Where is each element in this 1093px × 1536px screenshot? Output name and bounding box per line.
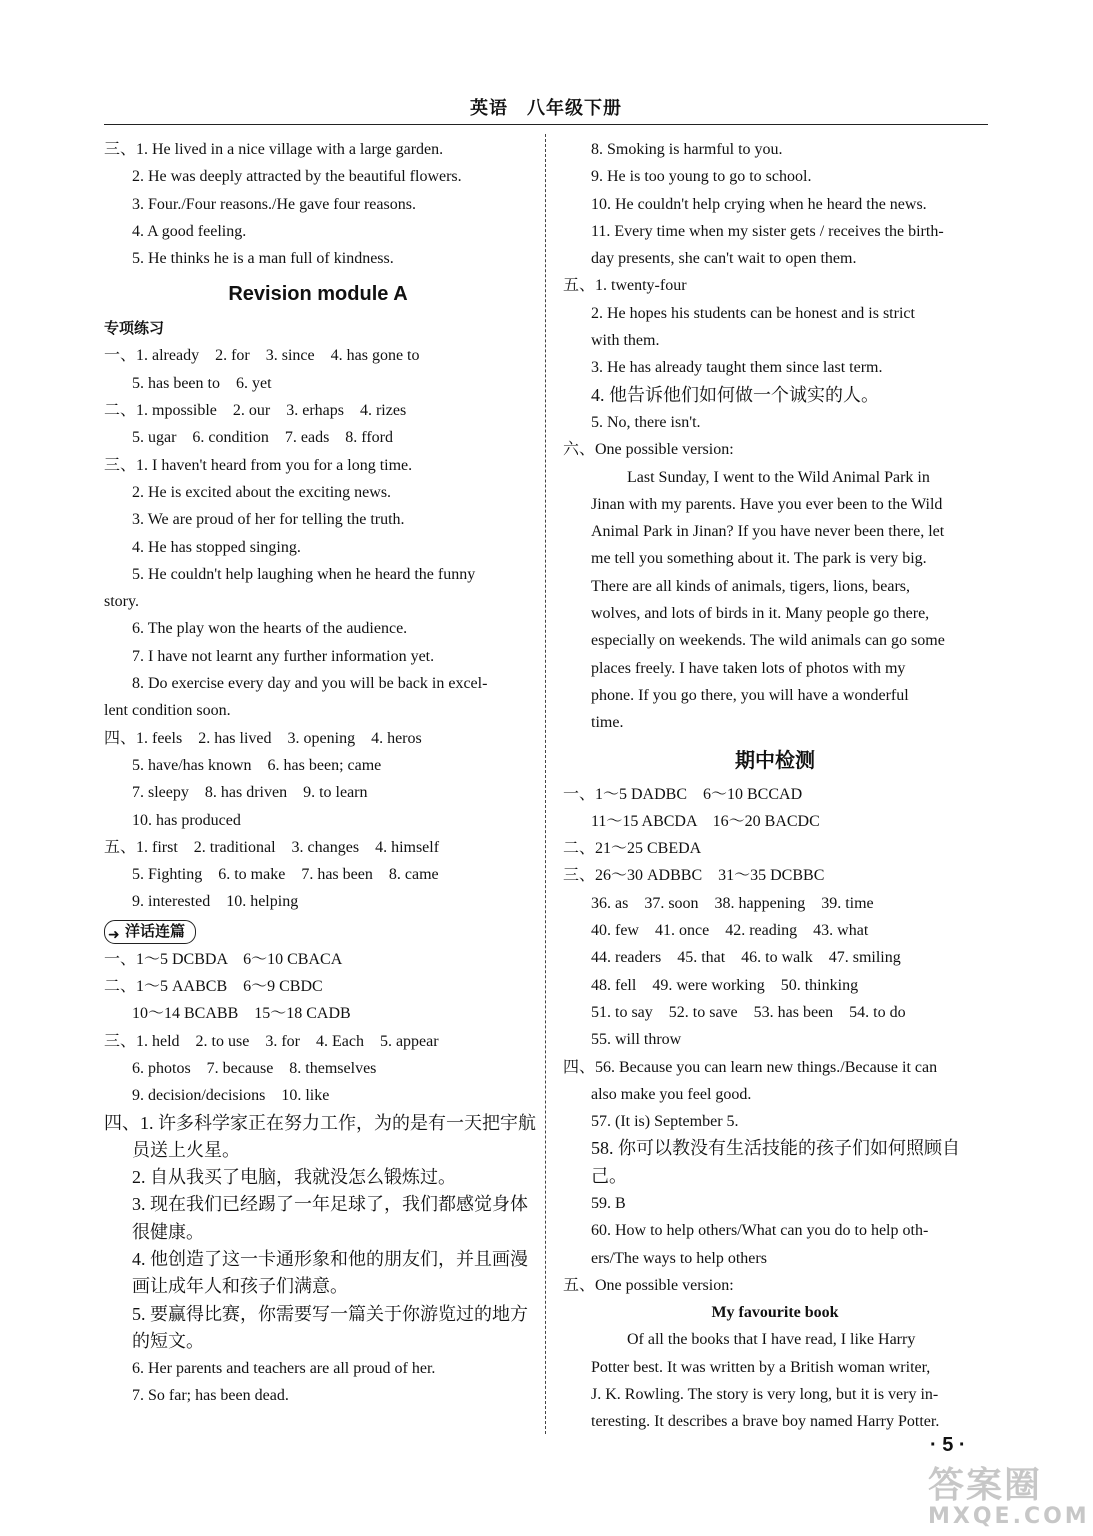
left-column	[104, 136, 536, 1410]
answer-line: 44. readers 45. that 46. to walk 47. smiling	[591, 949, 901, 967]
answer-line: 画让成年人和孩子们满意。	[132, 1276, 348, 1297]
watermark-bottom: MXQE.COM	[928, 1504, 1090, 1529]
watermark-top: 答案圈	[928, 1465, 1043, 1506]
answer-line: 二、1. mpossible 2. our 3. erhaps 4. rizes	[104, 402, 407, 420]
answer-line: 9. decision/decisions 10. like	[132, 1087, 330, 1105]
page-number: · 5 ·	[930, 1434, 966, 1456]
section-title-revision-a: Revision module A	[228, 283, 408, 306]
answer-line: 一、1. already 2. for 3. since 4. has gone to	[104, 347, 420, 365]
essay-line: Animal Park in Jinan? If you have never been there, let	[591, 523, 945, 541]
answer-line: 一、1～5 DADBC 6～10 BCCAD	[563, 785, 803, 803]
answer-line: 3. We are proud of her for telling the truth.	[132, 511, 405, 529]
answer-line: story.	[104, 593, 139, 611]
banner-label: 洋话连篇	[125, 922, 186, 940]
answer-line: 5. He thinks he is a man full of kindness.	[132, 250, 394, 268]
answer-line: 36. as 37. soon 38. happening 39. time	[591, 894, 874, 912]
answer-line: 60. How to help others/What can you do to help oth-	[591, 1222, 929, 1240]
answer-line: 11～15 ABCDA 16～20 BACDC	[591, 812, 820, 830]
answer-line: 四、56. Because you can learn new things./Because it can	[563, 1058, 938, 1076]
essay-line: time.	[591, 714, 624, 732]
answer-line: 4. A good feeling.	[132, 222, 247, 240]
answer-line: 51. to say 52. to save 53. has been 54. to do	[591, 1003, 906, 1021]
answer-line: lent condition soon.	[104, 702, 231, 720]
answer-line: 3. He has already taught them since last term.	[591, 359, 883, 377]
answer-line: 48. fell 49. were working 50. thinking	[591, 976, 859, 994]
left-answers-mid	[104, 342, 532, 915]
answer-line: 2. 自从我买了电脑，我就没怎么锻炼过。	[132, 1167, 456, 1188]
answer-line: 59. B	[591, 1194, 626, 1212]
answer-line: 5. Fighting 6. to make 7. has been 8. came	[132, 866, 439, 884]
answer-line: 10. has produced	[132, 811, 241, 829]
answer-line: 5. ugar 6. condition 7. eads 8. fford	[132, 429, 393, 447]
essay-line: Jinan with my parents. Have you ever been to the Wild	[591, 495, 943, 513]
banner-wrap	[104, 916, 532, 946]
answer-line: 己。	[591, 1165, 627, 1186]
answer-line: 五、1. twenty-four	[563, 277, 687, 295]
answer-line: 2. He was deeply attracted by the beautiful flowers.	[132, 168, 462, 186]
answer-line: 58. 你可以教没有生活技能的孩子们如何照顾自	[591, 1138, 960, 1159]
answer-line: 8. Smoking is harmful to you.	[591, 141, 783, 158]
answer-line: 三、26～30 ADBBC 31～35 DCBBC	[563, 867, 825, 885]
answer-line: 40. few 41. once 42. reading 43. what	[591, 922, 869, 940]
right-column	[563, 136, 987, 1436]
right-answers-mid	[563, 781, 987, 1300]
page-header	[104, 94, 988, 125]
answer-line: 5. has been to 6. yet	[132, 374, 272, 392]
essay-favourite-book	[563, 1326, 987, 1435]
answer-line: 三、1. held 2. to use 3. for 4. Each 5. appear	[104, 1032, 439, 1050]
answer-line: 7. sleepy 8. has driven 9. to learn	[132, 784, 368, 802]
answer-line: 6. Her parents and teachers are all proud of her.	[132, 1360, 436, 1378]
essay-line: teresting. It describes a brave boy named Harry Potter.	[591, 1413, 940, 1431]
answer-line: 11. Every time when my sister gets / receives the birth-	[591, 222, 944, 240]
answer-line: 2. He hopes his students can be honest and is strict	[591, 304, 915, 322]
answer-line: 五、1. first 2. traditional 3. changes 4. himself	[104, 838, 440, 856]
answer-line: 7. I have not learnt any further information yet.	[132, 647, 435, 665]
column-divider	[545, 134, 546, 1434]
right-answers-top	[563, 136, 987, 464]
answer-line: 6. The play won the hearts of the audience.	[132, 620, 408, 638]
essay-line: Potter best. It was written by a British woman writer,	[591, 1358, 931, 1376]
subsection-title: 专项练习	[104, 320, 165, 338]
answer-line: 五、One possible version:	[563, 1276, 734, 1294]
essay-line: wolves, and lots of birds in it. Many people go there,	[591, 605, 930, 623]
essay-line: phone. If you go there, you will have a wonderful	[591, 686, 909, 704]
answer-line: 5. have/has known 6. has been; came	[132, 756, 382, 774]
answer-line: 4. 他告诉他们如何做一个诚实的人。	[591, 384, 879, 405]
answer-line: also make you feel good.	[591, 1085, 752, 1103]
answer-line: day presents, she can't wait to open them.	[591, 250, 857, 268]
section-banner	[104, 920, 196, 944]
answer-line: 57. (It is) September 5.	[591, 1113, 739, 1131]
answer-line: 四、1. 许多科学家正在努力工作，为的是有一天把宇航	[104, 1112, 536, 1133]
essay-line: Of all the books that I have read, I like Harry	[627, 1331, 916, 1349]
answer-line: 2. He is excited about the exciting news.	[132, 483, 392, 501]
essay-line: me tell you something about it. The park is very big.	[591, 550, 927, 568]
answer-line: 六、One possible version:	[563, 441, 734, 459]
answer-line: 10. He couldn't help crying when he heard the news.	[591, 195, 927, 213]
section-title-midterm: 期中检测	[735, 749, 815, 772]
answer-line: 8. Do exercise every day and you will be back in excel-	[132, 675, 488, 693]
answer-line: 的短文。	[132, 1330, 204, 1351]
answer-line: 5. No, there isn't.	[591, 413, 701, 431]
essay-line: especially on weekends. The wild animals can go some	[591, 632, 945, 650]
answer-line: 四、1. feels 2. has lived 3. opening 4. heros	[104, 729, 422, 747]
answer-line: 二、21～25 CBEDA	[563, 840, 702, 858]
answer-line: 4. 他创造了这一卡通形象和他的朋友们，并且画漫	[132, 1248, 528, 1269]
left-answers-bottom	[104, 946, 536, 1410]
answer-line: with them.	[591, 332, 660, 350]
answer-line: 6. photos 7. because 8. themselves	[132, 1059, 377, 1077]
essay-wild-animal-park	[563, 464, 987, 737]
answer-line: 3. Four./Four reasons./He gave four reasons.	[132, 195, 416, 213]
answer-line: 5. 要赢得比赛，你需要写一篇关于你游览过的地方	[132, 1303, 528, 1324]
answer-line: 9. interested 10. helping	[132, 893, 299, 911]
essay-line: J. K. Rowling. The story is very long, but it is very in-	[591, 1386, 939, 1404]
watermark-logo	[928, 1465, 1090, 1529]
left-answers-top	[104, 136, 532, 272]
essay-title: My favourite book	[711, 1304, 839, 1322]
answer-line: 员送上火星。	[132, 1139, 240, 1160]
essay-line: places freely. I have taken lots of photos with my	[591, 659, 906, 677]
header-title: 英语 八年级下册	[470, 98, 622, 118]
answer-line: 10～14 BCABB 15～18 CADB	[132, 1005, 351, 1023]
answer-line: 7. So far; has been dead.	[132, 1387, 289, 1405]
answer-line: 三、1. I haven't heard from you for a long time.	[104, 456, 413, 474]
answer-line: 二、1～5 AABCB 6～9 CBDC	[104, 978, 323, 996]
answer-line: 9. He is too young to go to school.	[591, 168, 812, 186]
answer-line: 55. will throw	[591, 1031, 682, 1049]
swirl-arrow-icon: ➜	[108, 925, 120, 942]
answer-line: 一、1～5 DCBDA 6～10 CBACA	[104, 950, 343, 968]
answer-line: ers/The ways to help others	[591, 1249, 767, 1267]
essay-line: There are all kinds of animals, tigers, lions, bears,	[591, 577, 911, 595]
answer-line: 4. He has stopped singing.	[132, 538, 301, 556]
answer-line: 3. 现在我们已经踢了一年足球了，我们都感觉身体	[132, 1194, 528, 1215]
answer-line: 三、1. He lived in a nice village with a large garden.	[104, 141, 444, 158]
essay-line: Last Sunday, I went to the Wild Animal Park in	[627, 468, 930, 486]
answer-line: 很健康。	[132, 1221, 204, 1242]
answer-line: 5. He couldn't help laughing when he heard the funny	[132, 565, 476, 583]
